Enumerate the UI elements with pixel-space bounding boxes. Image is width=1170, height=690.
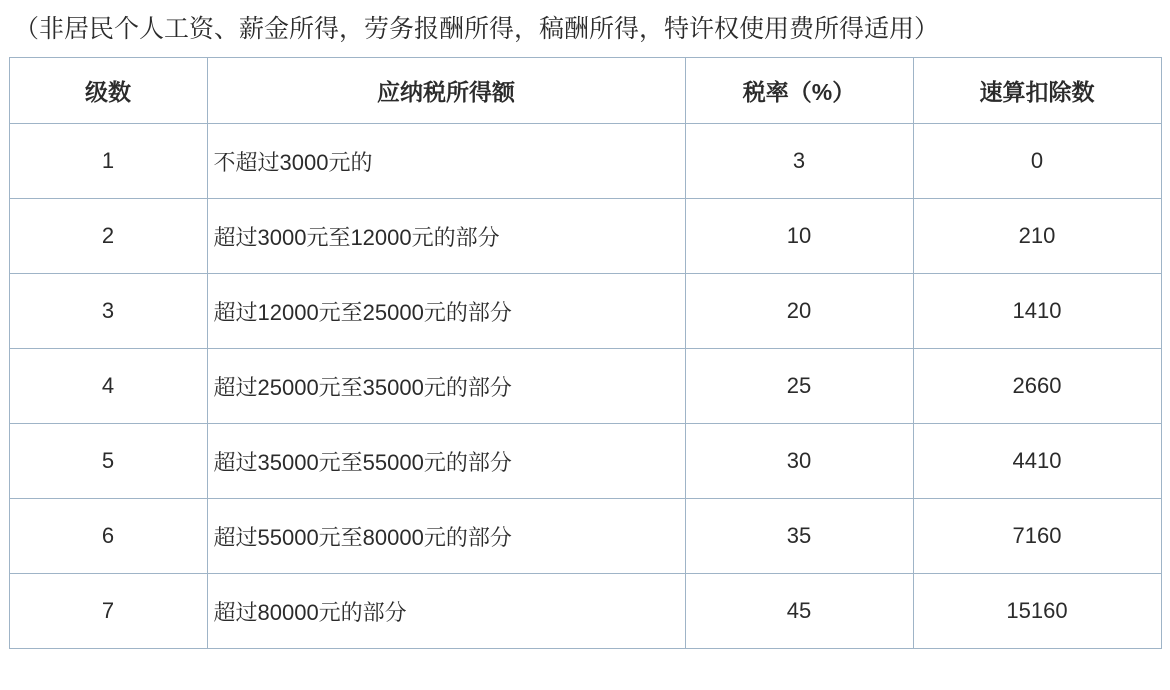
table-row <box>9 124 1161 199</box>
header-quick-deduction: 速算扣除数 <box>913 58 1161 124</box>
cell-level: 7 <box>9 574 207 649</box>
cell-rate: 3 <box>685 124 913 199</box>
cell-deduction: 0 <box>913 124 1161 199</box>
cell-income: 超过12000元至25000元的部分 <box>207 274 685 349</box>
cell-rate: 20 <box>685 274 913 349</box>
table-row <box>9 199 1161 274</box>
cell-deduction: 4410 <box>913 424 1161 499</box>
cell-rate: 35 <box>685 499 913 574</box>
table-caption: （非居民个人工资、薪金所得，劳务报酬所得，稿酬所得，特许权使用费所得适用） <box>14 15 940 43</box>
cell-income: 超过35000元至55000元的部分 <box>207 424 685 499</box>
cell-income: 不超过3000元的 <box>207 124 685 199</box>
cell-level: 1 <box>9 124 207 199</box>
cell-level: 4 <box>9 349 207 424</box>
cell-deduction: 15160 <box>913 574 1161 649</box>
header-taxable-income: 应纳税所得额 <box>207 58 685 124</box>
table-row <box>9 349 1161 424</box>
cell-deduction: 210 <box>913 199 1161 274</box>
cell-rate: 25 <box>685 349 913 424</box>
cell-rate: 45 <box>685 574 913 649</box>
cell-level: 5 <box>9 424 207 499</box>
cell-rate: 30 <box>685 424 913 499</box>
cell-income: 超过80000元的部分 <box>207 574 685 649</box>
table-row <box>9 499 1161 574</box>
cell-level: 3 <box>9 274 207 349</box>
header-tax-rate: 税率（%） <box>685 58 913 124</box>
tax-rate-table <box>9 57 1162 649</box>
cell-level: 6 <box>9 499 207 574</box>
cell-rate: 10 <box>685 199 913 274</box>
cell-deduction: 7160 <box>913 499 1161 574</box>
cell-income: 超过55000元至80000元的部分 <box>207 499 685 574</box>
table-header-row <box>9 58 1161 124</box>
cell-level: 2 <box>9 199 207 274</box>
table-row <box>9 574 1161 649</box>
cell-deduction: 1410 <box>913 274 1161 349</box>
cell-deduction: 2660 <box>913 349 1161 424</box>
cell-income: 超过25000元至35000元的部分 <box>207 349 685 424</box>
table-row <box>9 274 1161 349</box>
table-row <box>9 424 1161 499</box>
cell-income: 超过3000元至12000元的部分 <box>207 199 685 274</box>
header-level: 级数 <box>9 58 207 124</box>
